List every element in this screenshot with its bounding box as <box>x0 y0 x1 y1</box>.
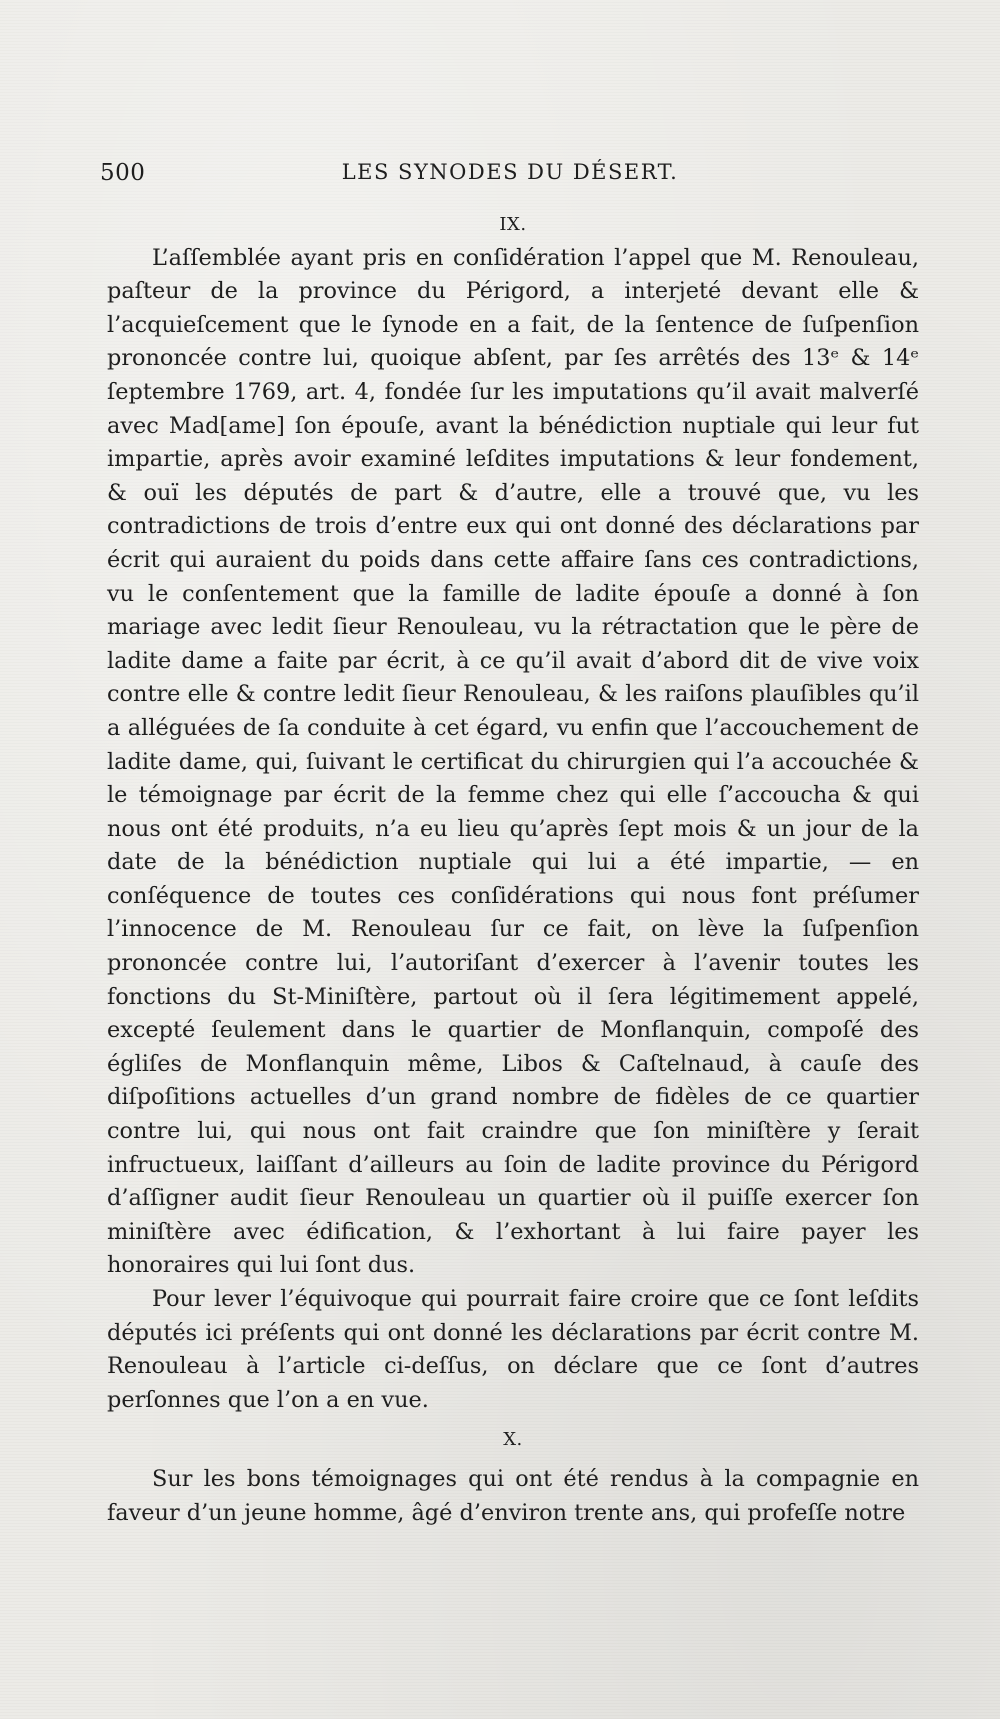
paragraph-ix-clarification: Pour lever l’équivoque qui pourrait faire croire que ce ſont leſdits députés ici préſents qui ont donné les déclarations par écrit contre M. Renouleau à l’article ci-deſſus, on déclare que ce ſont d’autres perſonnes que l’on a en vue. <box>107 1286 919 1413</box>
text-body <box>107 208 919 1530</box>
page-number: 500 <box>100 160 146 186</box>
section-heading-ix: IX. <box>499 214 527 235</box>
paragraph-ix-appeal: L’aſſemblée ayant pris en conſidération l’appel que M. Renouleau, paſteur de la province du Périgord, a interjeté devant elle & l’acquieſcement que le ſynode en a fait, de la ſentence de ſuſpenſion prononcée contre lui, quoique abſent, par ſes arrêtés des 13ᵉ & 14ᵉ ſeptembre 1769, art. 4, fondée ſur les imputations qu’il avait malverſé avec Mad[ame] ſon épouſe, avant la bénédiction nuptiale qui leur fut impartie, après avoir examiné leſdites imputations & leur fondement, & ouï les députés de part & d’autre, elle a trouvé que, vu les contradictions de trois d’entre eux qui ont donné des déclarations par écrit qui auraient du poids dans cette affaire ſans ces contradictions, vu le conſentement que la famille de ladite épouſe a donné à ſon mariage avec ledit ſieur Renouleau, vu la rétractation que le père de ladite dame a faite par écrit, à ce qu’il avait d’abord dit de vive voix contre elle & contre ledit ſieur Renouleau, & les raiſons plauſibles qu’il a alléguées de ſa conduite à cet égard, vu enfin que l’accouchement de ladite dame, qui, ſuivant le certificat du chirurgien qui l’a accouchée & le témoignage par écrit de la femme chez qui elle ſ’accoucha & qui nous ont été produits, n’a eu lieu qu’après ſept mois & un jour de la date de la bénédiction nuptiale qui lui a été impartie, — en conſéquence de toutes ces conſidérations qui nous font préſumer l’innocence de M. Renouleau ſur ce fait, on lève la ſuſpenſion prononcée contre lui, l’autoriſant d’exercer à l’avenir toutes les fonctions du St-Miniſtère, partout où il ſera légitimement appelé, excepté ſeulement dans le quartier de Monflanquin, compoſé des égliſes de Monflanquin même, Libos & Caſtelnaud, à cauſe des diſpoſitions actuelles d’un grand nombre de fidèles de ce quartier contre lui, qui nous ont fait craindre que ſon miniſtère y ſerait infructueux, laiſſant d’ailleurs au ſoin de ladite province du Périgord d’aſſigner audit ſieur Renouleau un quartier où il puiſſe exercer ſon miniſtère avec édification, & l’exhortant à lui faire payer les honoraires qui lui ſont dus. <box>107 244 919 1279</box>
page-header <box>100 160 920 200</box>
paragraph-x-testimonies: Sur les bons témoignages qui ont été rendus à la compagnie en faveur d’un jeune homme, âgé d’environ trente ans, qui profeſſe notre <box>107 1465 919 1526</box>
section-heading-x: X. <box>503 1429 523 1451</box>
running-title: LES SYNODES DU DÉSERT. <box>341 160 679 184</box>
